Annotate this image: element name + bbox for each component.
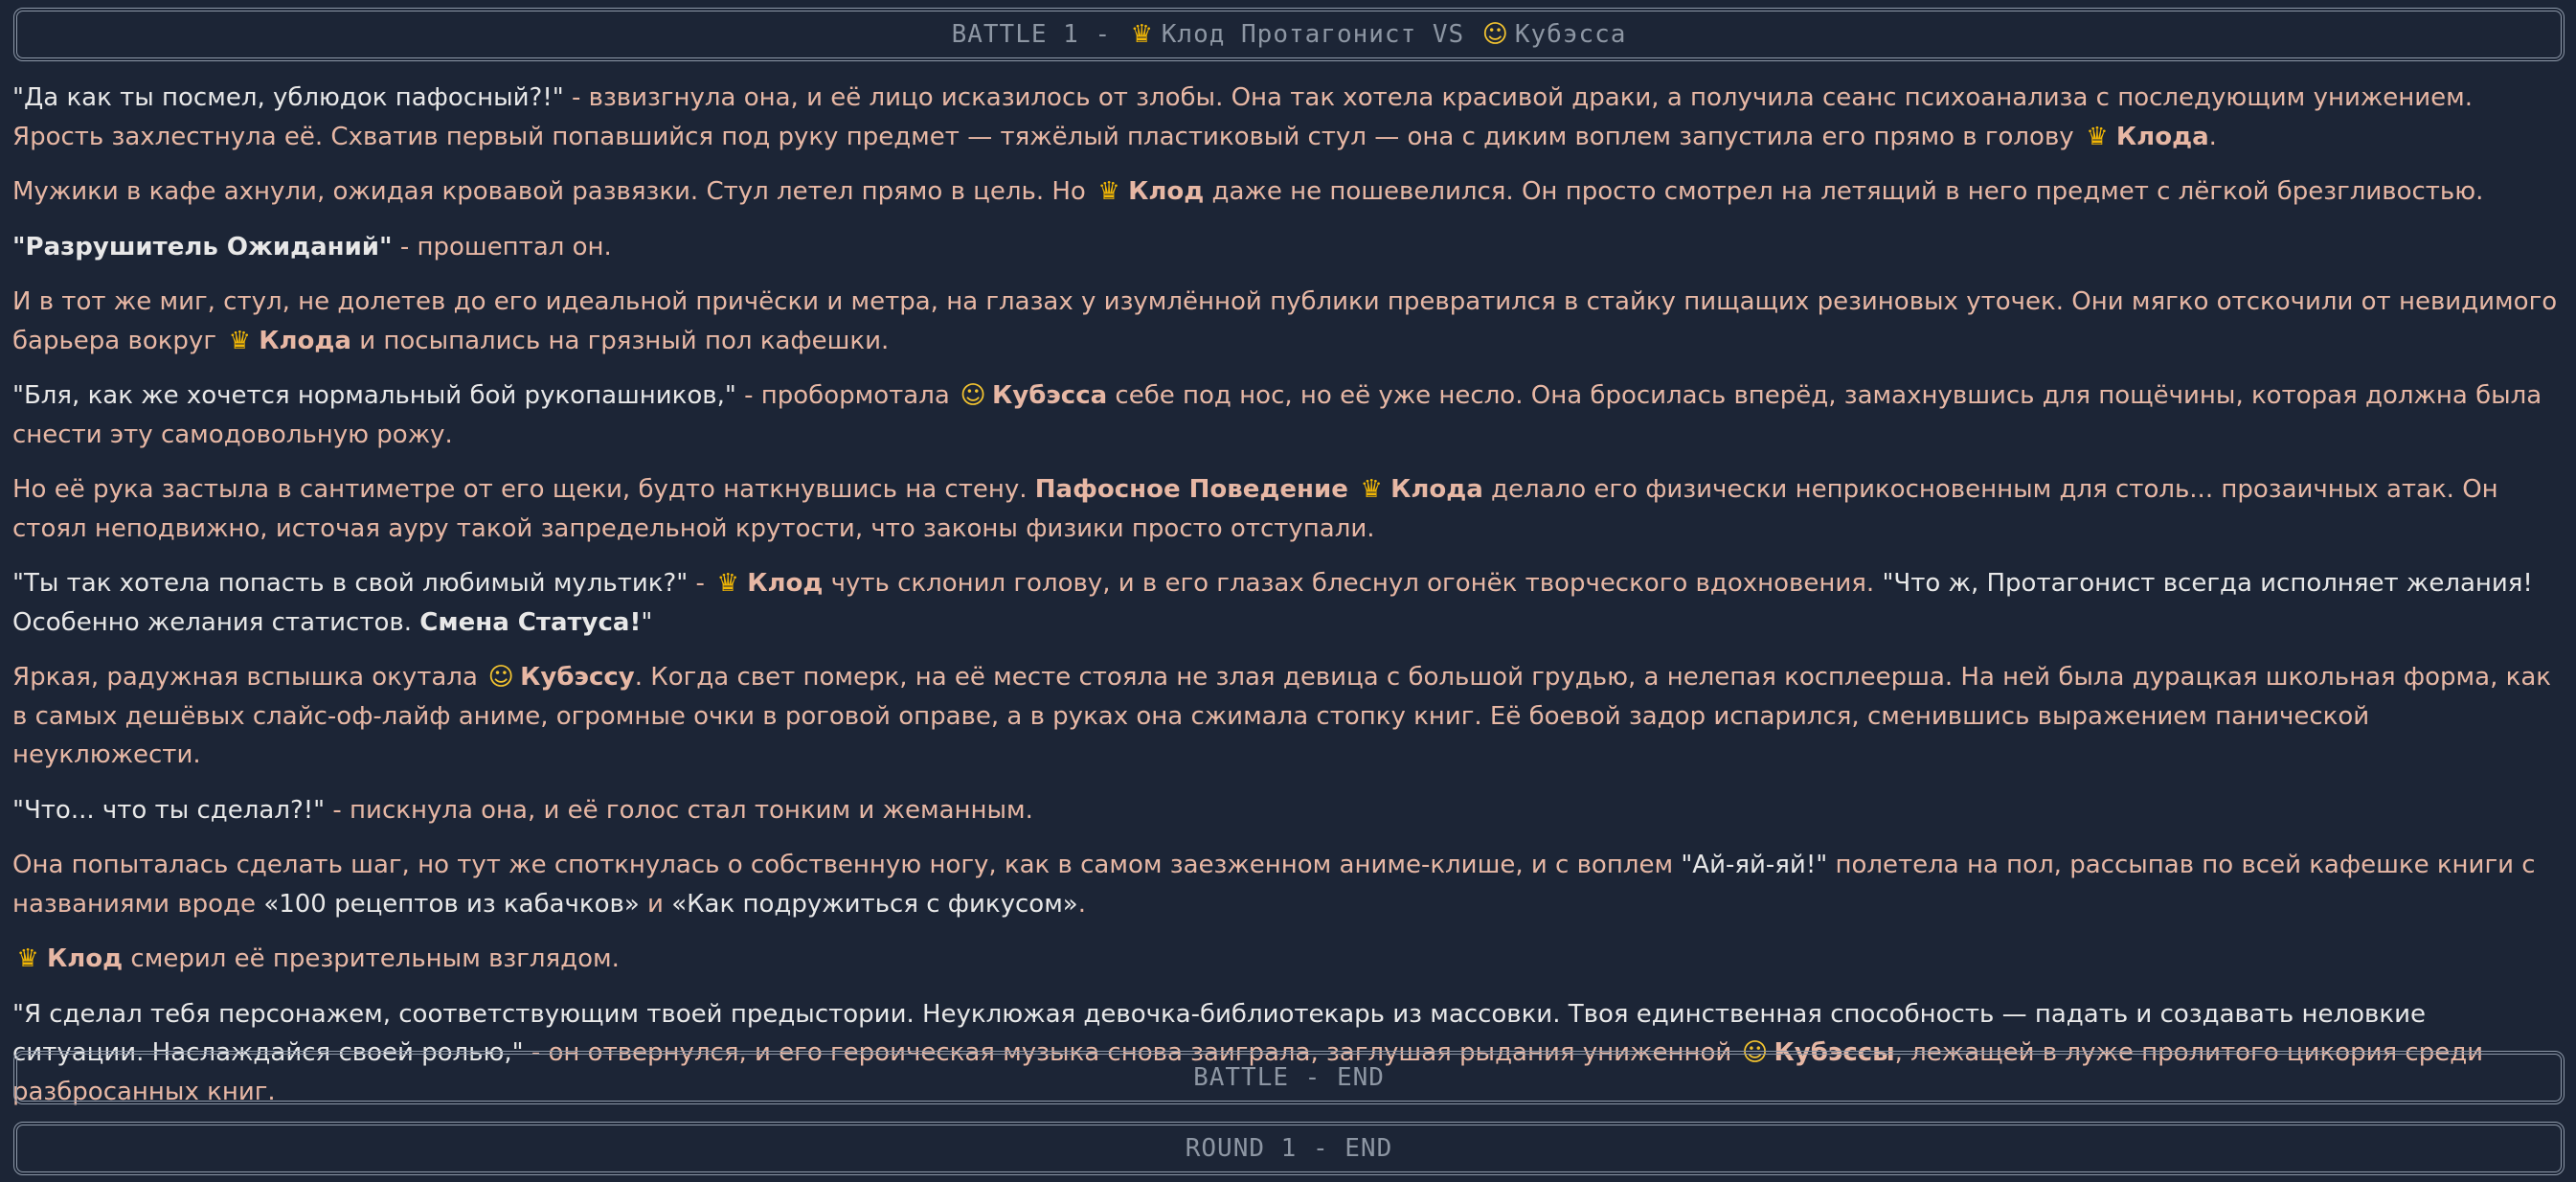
character-name: Клод	[1128, 177, 1205, 206]
dialogue: "Ай-яй-яй!"	[1681, 851, 1828, 879]
player2-name: Кубэсса	[1514, 19, 1627, 49]
book-title: «Как подружиться с фикусом»	[671, 889, 1078, 919]
narration: И в тот же миг, стул, не долетев до его идеальной причёски и метра, на глазах у изумлённой публики превратился в стайку пищащих резиновых уточек. Они мягко отскочили от невидимого барьера вокруг	[12, 287, 2558, 355]
vs-label: VS	[1416, 19, 1480, 49]
narration: .	[2208, 122, 2217, 151]
narration: - пробормотала	[735, 381, 959, 410]
narration: .	[1077, 889, 1086, 919]
skill-name: "Разрушитель Ожиданий"	[12, 232, 393, 261]
narration: Она попыталась сделать шаг, но тут же споткнулась о собственную ногу, как в самом заезженном аниме-клише, и с воплем	[12, 851, 1682, 879]
narration: Но её рука застыла в сантиметре от его щеки, будто наткнувшись на стену.	[12, 475, 1035, 504]
player1-name: Клод Протагонист	[1161, 19, 1417, 49]
narration: -	[688, 569, 713, 598]
character-name: Клод	[47, 944, 124, 973]
narration: смерил её презрительным взглядом.	[123, 944, 620, 973]
story-paragraph-10	[12, 846, 2565, 923]
story-paragraph-5	[12, 376, 2565, 454]
story-paragraph-4	[12, 283, 2565, 360]
story-paragraph-6	[12, 470, 2565, 548]
crown-icon: ♛	[1097, 177, 1120, 206]
dialogue: "	[641, 607, 653, 637]
narration: . Когда свет померк, на её месте стояла не злая девица с большой грудью, а нелепая косплеерша. На ней была дурацкая школьная форма, как в самых дешёвых слайс-оф-лайф аниме, огромные очки в роговой оправе, а в руках она сжимала стопку книг. Её боевой задор испарился, сменившись выражением панической неуклюжести.	[12, 663, 2551, 769]
dialogue: "Что ж, Протагонист всегда исполняет желания! Особенно желания статистов.	[12, 569, 2533, 637]
narration: даже не пошевелился. Он просто смотрел на летящий в него предмет с лёгкой брезгливостью.	[1204, 177, 2484, 206]
crown-icon: ♛	[1130, 19, 1154, 49]
character-name: Кубэсса	[992, 381, 1108, 410]
wink-face-icon: ☺	[1741, 1038, 1769, 1067]
story-paragraph-9	[12, 791, 2565, 830]
story-paragraph-2	[12, 172, 2565, 212]
dialogue: "Да как ты посмел, ублюдок пафосный?!"	[12, 83, 564, 112]
crown-icon: ♛	[228, 326, 251, 355]
character-name: Кубэссу	[520, 663, 635, 692]
narration: и посыпались на грязный пол кафешки.	[350, 326, 890, 355]
narration: - взвизгнула она, и её лицо исказилось от злобы. Она так хотела красивой драки, а получила сеанс психоанализа с последующим унижением. Ярость захлестнула её. Схватив первый попавшийся под руку предмет — тяжёлый пластиковый стул — она с диким воплем запустила его прямо в голову	[12, 83, 2474, 151]
wink-face-icon: ☺	[1481, 19, 1509, 49]
character-name: Кубэссы	[1774, 1038, 1895, 1067]
battle-label: BATTLE 1 -	[951, 19, 1127, 49]
character-name: Клода	[259, 326, 351, 355]
battle-end-banner: BATTLE - END	[13, 1051, 2565, 1104]
narration: чуть склонил голову, и в его глазах блеснул огонёк творческого вдохновения.	[823, 569, 1883, 598]
dialogue: "Бля, как же хочется нормальный бой рукопашников,"	[12, 381, 736, 410]
narration: , лежащей в луже пролитого цикория среди разбросанных книг.	[12, 1038, 2484, 1106]
dialogue: "Ты так хотела попасть в свой любимый мультик?"	[12, 569, 689, 598]
crown-icon: ♛	[16, 944, 39, 973]
story-paragraph-3	[12, 228, 2565, 267]
round-end-banner: ROUND 1 - END	[13, 1122, 2565, 1175]
book-title: «100 рецептов из кабачков»	[263, 889, 640, 919]
crown-icon: ♛	[2086, 122, 2109, 151]
wink-face-icon: ☺	[960, 381, 986, 410]
narration: - он отвернулся, и его героическая музыка снова заиграла, заглушая рыдания униженной	[523, 1038, 1740, 1067]
crown-icon: ♛	[1360, 475, 1383, 504]
story-text	[12, 79, 2565, 1127]
crown-icon: ♛	[716, 569, 739, 598]
skill-name: Смена Статуса!	[419, 607, 642, 637]
story-paragraph-11	[12, 940, 2565, 979]
story-paragraph-1	[12, 79, 2565, 156]
dialogue: "Я сделал тебя персонажем, соответствующим твоей предыстории. Неуклюжая девочка-библиотекарь из массовки. Твоя единственная способность — падать и создавать неловкие ситуации. Наслаждайся своей ролью,"	[12, 999, 2426, 1067]
wink-face-icon: ☺	[487, 663, 514, 692]
narration: - пискнула она, и её голос стал тонким и жеманным.	[325, 795, 1033, 825]
narration: и	[639, 889, 672, 919]
character-name: Клода	[2115, 122, 2209, 151]
story-paragraph-7	[12, 564, 2565, 642]
battle-start-banner	[13, 8, 2565, 61]
skill-name: Пафосное Поведение	[1034, 475, 1348, 504]
narration: полетела на пол, рассыпав по всей кафешке книги с названиями вроде	[12, 851, 2536, 919]
narration: себе под нос, но её уже несло. Она бросилась вперёд, замахнувшись для пощёчины, которая должна была снести эту самодовольную рожу.	[12, 381, 2542, 449]
dialogue: "Что... что ты сделал?!"	[12, 795, 326, 825]
narration: Яркая, радужная вспышка окутала	[12, 663, 486, 692]
character-name: Клода	[1390, 475, 1483, 504]
narration: делало его физически неприкосновенным для столь... прозаичных атак. Он стоял неподвижно, источая ауру такой запредельной крутости, что законы физики просто отступали.	[12, 475, 2498, 543]
character-name: Клод	[747, 569, 824, 598]
story-paragraph-8	[12, 658, 2565, 775]
narration: Мужики в кафе ахнули, ожидая кровавой развязки. Стул летел прямо в цель. Но	[12, 177, 1095, 206]
narration: - прошептал он.	[392, 232, 612, 261]
